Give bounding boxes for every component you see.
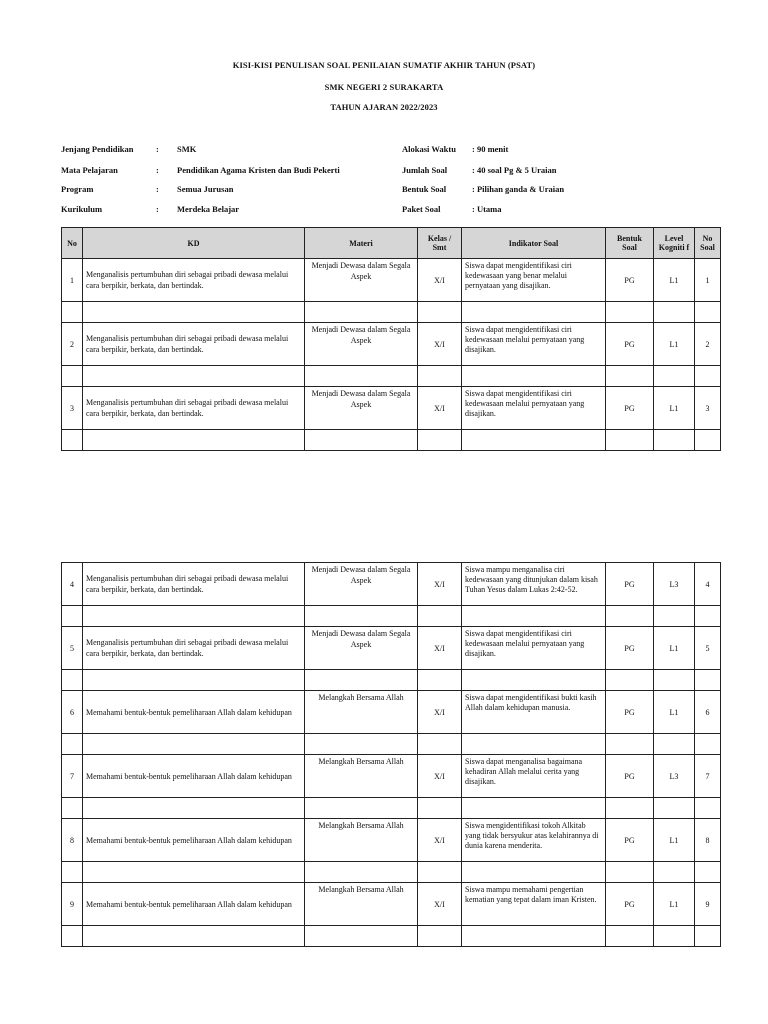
spacer-cell (462, 926, 606, 947)
cell-kelas: X/I (418, 627, 462, 670)
meta-label-program: Program (61, 184, 94, 194)
spacer-cell (606, 430, 654, 451)
cell-nosoal: 1 (695, 259, 721, 302)
header-bentuk: Bentuk Soal (606, 228, 654, 259)
spacer-cell (305, 366, 418, 387)
spacer-cell (695, 862, 721, 883)
spacer-cell (654, 430, 695, 451)
table-spacer-row (62, 734, 721, 755)
cell-nosoal: 2 (695, 323, 721, 366)
meta-sep-kurikulum: : (156, 204, 159, 214)
table-row (62, 259, 721, 302)
spacer-cell (695, 798, 721, 819)
kisi-table-page-1 (61, 227, 721, 451)
cell-no: 6 (62, 691, 83, 734)
doc-title-2: SMK NEGERI 2 SURAKARTA (324, 82, 444, 92)
cell-kelas: X/I (418, 259, 462, 302)
meta-label-kurikulum: Kurikulum (61, 204, 103, 214)
cell-level: L3 (654, 563, 695, 606)
spacer-cell (606, 862, 654, 883)
spacer-cell (654, 926, 695, 947)
cell-materi: Melangkah Bersama Allah (305, 755, 418, 798)
meta-value-alokasi: : 90 menit (472, 144, 509, 154)
cell-bentuk: PG (606, 755, 654, 798)
cell-materi: Menjadi Dewasa dalam Segala Aspek (305, 563, 418, 606)
spacer-cell (62, 302, 83, 323)
cell-level: L1 (654, 627, 695, 670)
spacer-cell (418, 606, 462, 627)
spacer-cell (606, 302, 654, 323)
cell-kd: Memahami bentuk-bentuk pemeliharaan Allah dalam kehidupan (83, 819, 305, 862)
cell-level: L1 (654, 819, 695, 862)
spacer-cell (606, 670, 654, 691)
cell-bentuk: PG (606, 259, 654, 302)
cell-no: 8 (62, 819, 83, 862)
spacer-cell (305, 734, 418, 755)
cell-level: L1 (654, 883, 695, 926)
meta-label-paket: Paket Soal (402, 204, 441, 214)
spacer-cell (695, 670, 721, 691)
cell-nosoal: 8 (695, 819, 721, 862)
table-spacer-row (62, 798, 721, 819)
cell-kelas: X/I (418, 819, 462, 862)
cell-no: 2 (62, 323, 83, 366)
cell-bentuk: PG (606, 563, 654, 606)
spacer-cell (462, 798, 606, 819)
spacer-cell (305, 430, 418, 451)
table-row (62, 387, 721, 430)
cell-indikator: Siswa mengidentifikasi tokoh Alkitab yang tidak bersyukur atas kelahirannya di dunia karena menderita. (462, 819, 606, 862)
cell-nosoal: 4 (695, 563, 721, 606)
meta-value-jenjang: SMK (177, 144, 197, 154)
meta-sep-mapel: : (156, 165, 159, 175)
cell-nosoal: 6 (695, 691, 721, 734)
spacer-cell (62, 366, 83, 387)
table-row (62, 691, 721, 734)
cell-kelas: X/I (418, 387, 462, 430)
spacer-cell (654, 862, 695, 883)
cell-kelas: X/I (418, 323, 462, 366)
table-row (62, 883, 721, 926)
cell-level: L1 (654, 323, 695, 366)
spacer-cell (83, 734, 305, 755)
meta-value-bentuk: : Pilihan ganda & Uraian (472, 184, 565, 194)
spacer-cell (83, 862, 305, 883)
cell-indikator: Siswa mampu menganalisa ciri kedewasaan yang ditunjukan dalam kisah Tuhan Yesus dalam Lukas 2:42-52. (462, 563, 606, 606)
spacer-cell (83, 798, 305, 819)
spacer-cell (62, 430, 83, 451)
spacer-cell (654, 302, 695, 323)
cell-bentuk: PG (606, 691, 654, 734)
spacer-cell (83, 926, 305, 947)
table-row (62, 627, 721, 670)
spacer-cell (418, 926, 462, 947)
doc-title-1: KISI-KISI PENULISAN SOAL PENILAIAN SUMATIF AKHIR TAHUN (PSAT) (232, 60, 536, 70)
doc-title-3: TAHUN AJARAN 2022/2023 (330, 102, 438, 112)
spacer-cell (606, 734, 654, 755)
cell-kelas: X/I (418, 755, 462, 798)
spacer-cell (83, 606, 305, 627)
spacer-cell (654, 798, 695, 819)
meta-sep-jenjang: : (156, 144, 159, 154)
spacer-cell (606, 366, 654, 387)
cell-bentuk: PG (606, 883, 654, 926)
cell-nosoal: 3 (695, 387, 721, 430)
spacer-cell (305, 798, 418, 819)
spacer-cell (462, 670, 606, 691)
spacer-cell (606, 606, 654, 627)
spacer-cell (62, 734, 83, 755)
cell-level: L1 (654, 691, 695, 734)
cell-indikator: Siswa dapat mengidentifikasi ciri kedewasaan melalui pernyataan yang disajikan. (462, 323, 606, 366)
cell-kelas: X/I (418, 691, 462, 734)
cell-kd: Menganalisis pertumbuhan diri sebagai pribadi dewasa melalui cara berpikir, berkata, dan bertindak. (83, 323, 305, 366)
header-indikator: Indikator Soal (462, 228, 606, 259)
meta-value-kurikulum: Merdeka Belajar (177, 204, 240, 214)
cell-bentuk: PG (606, 387, 654, 430)
cell-indikator: Siswa dapat mengidentifikasi bukti kasih Allah dalam kehidupan manusia. (462, 691, 606, 734)
meta-label-bentuk: Bentuk Soal (402, 184, 447, 194)
table-spacer-row (62, 670, 721, 691)
spacer-cell (695, 430, 721, 451)
cell-kd: Menganalisis pertumbuhan diri sebagai pribadi dewasa melalui cara berpikir, berkata, dan bertindak. (83, 259, 305, 302)
cell-indikator: Siswa dapat mengidentifikasi ciri kedewasaan melalui pernyataan yang disajikan. (462, 627, 606, 670)
spacer-cell (606, 798, 654, 819)
spacer-cell (695, 606, 721, 627)
cell-indikator: Siswa dapat mengidentifikasi ciri kedewasaan yang benar melalui pernyataan yang disajikan. (462, 259, 606, 302)
spacer-cell (62, 862, 83, 883)
cell-indikator: Siswa mampu memahami pengertian kematian yang tepat dalam iman Kristen. (462, 883, 606, 926)
kisi-table-page-2 (61, 562, 721, 947)
cell-kd: Menganalisis pertumbuhan diri sebagai pribadi dewasa melalui cara berpikir, berkata, dan bertindak. (83, 627, 305, 670)
cell-no: 3 (62, 387, 83, 430)
cell-nosoal: 7 (695, 755, 721, 798)
header-kd: KD (83, 228, 305, 259)
spacer-cell (83, 430, 305, 451)
spacer-cell (418, 862, 462, 883)
cell-no: 5 (62, 627, 83, 670)
cell-indikator: Siswa dapat mengidentifikasi ciri kedewasaan melalui pernyataan yang disajikan. (462, 387, 606, 430)
cell-level: L1 (654, 387, 695, 430)
cell-no: 7 (62, 755, 83, 798)
spacer-cell (654, 366, 695, 387)
header-no: No (62, 228, 83, 259)
header-level: Level Kogniti f (654, 228, 695, 259)
cell-materi: Melangkah Bersama Allah (305, 691, 418, 734)
spacer-cell (62, 926, 83, 947)
cell-no: 9 (62, 883, 83, 926)
spacer-cell (305, 670, 418, 691)
spacer-cell (418, 302, 462, 323)
cell-kd: Memahami bentuk-bentuk pemeliharaan Allah dalam kehidupan (83, 755, 305, 798)
cell-nosoal: 5 (695, 627, 721, 670)
spacer-cell (305, 606, 418, 627)
cell-kelas: X/I (418, 563, 462, 606)
spacer-cell (418, 430, 462, 451)
spacer-cell (305, 302, 418, 323)
cell-nosoal: 9 (695, 883, 721, 926)
spacer-cell (83, 670, 305, 691)
table-header-row (62, 228, 721, 259)
table-spacer-row (62, 302, 721, 323)
cell-materi: Menjadi Dewasa dalam Segala Aspek (305, 259, 418, 302)
table-spacer-row (62, 862, 721, 883)
spacer-cell (462, 606, 606, 627)
spacer-cell (418, 366, 462, 387)
meta-label-jumlah: Jumlah Soal (402, 165, 448, 175)
spacer-cell (62, 606, 83, 627)
meta-label-jenjang: Jenjang Pendidikan (61, 144, 134, 154)
table-spacer-row (62, 606, 721, 627)
spacer-cell (654, 606, 695, 627)
header-materi: Materi (305, 228, 418, 259)
spacer-cell (462, 366, 606, 387)
spacer-cell (462, 862, 606, 883)
cell-bentuk: PG (606, 627, 654, 670)
table-spacer-row (62, 926, 721, 947)
cell-bentuk: PG (606, 323, 654, 366)
spacer-cell (305, 926, 418, 947)
table-row (62, 819, 721, 862)
cell-materi: Menjadi Dewasa dalam Segala Aspek (305, 323, 418, 366)
meta-value-jumlah: : 40 soal Pg & 5 Uraian (472, 165, 557, 175)
cell-materi: Melangkah Bersama Allah (305, 819, 418, 862)
spacer-cell (462, 734, 606, 755)
spacer-cell (418, 798, 462, 819)
cell-kd: Menganalisis pertumbuhan diri sebagai pribadi dewasa melalui cara berpikir, berkata, dan bertindak. (83, 563, 305, 606)
spacer-cell (83, 366, 305, 387)
cell-kd: Menganalisis pertumbuhan diri sebagai pribadi dewasa melalui cara berpikir, berkata, dan bertindak. (83, 387, 305, 430)
spacer-cell (305, 862, 418, 883)
table-row (62, 563, 721, 606)
spacer-cell (418, 670, 462, 691)
spacer-cell (654, 670, 695, 691)
cell-level: L3 (654, 755, 695, 798)
table-spacer-row (62, 430, 721, 451)
cell-no: 4 (62, 563, 83, 606)
spacer-cell (462, 430, 606, 451)
spacer-cell (462, 302, 606, 323)
table-row (62, 323, 721, 366)
cell-kd: Memahami bentuk-bentuk pemeliharaan Allah dalam kehidupan (83, 883, 305, 926)
spacer-cell (418, 734, 462, 755)
cell-bentuk: PG (606, 819, 654, 862)
cell-indikator: Siswa dapat menganalisa bagaimana kehadiran Allah melalui cerita yang disajikan. (462, 755, 606, 798)
cell-materi: Menjadi Dewasa dalam Segala Aspek (305, 627, 418, 670)
spacer-cell (695, 734, 721, 755)
meta-label-alokasi: Alokasi Waktu (402, 144, 456, 154)
cell-kelas: X/I (418, 883, 462, 926)
meta-value-mapel: Pendidikan Agama Kristen dan Budi Pekerti (177, 165, 340, 175)
meta-value-program: Semua Jurusan (177, 184, 234, 194)
table-row (62, 755, 721, 798)
spacer-cell (695, 366, 721, 387)
spacer-cell (695, 302, 721, 323)
table-spacer-row (62, 366, 721, 387)
spacer-cell (62, 798, 83, 819)
spacer-cell (695, 926, 721, 947)
spacer-cell (654, 734, 695, 755)
header-nosoal: No Soal (695, 228, 721, 259)
cell-level: L1 (654, 259, 695, 302)
spacer-cell (606, 926, 654, 947)
cell-no: 1 (62, 259, 83, 302)
cell-materi: Menjadi Dewasa dalam Segala Aspek (305, 387, 418, 430)
meta-label-mapel: Mata Pelajaran (61, 165, 118, 175)
header-kelas: Kelas / Smt (418, 228, 462, 259)
spacer-cell (83, 302, 305, 323)
meta-sep-program: : (156, 184, 159, 194)
meta-value-paket: : Utama (472, 204, 502, 214)
spacer-cell (62, 670, 83, 691)
cell-materi: Melangkah Bersama Allah (305, 883, 418, 926)
cell-kd: Memahami bentuk-bentuk pemeliharaan Allah dalam kehidupan (83, 691, 305, 734)
